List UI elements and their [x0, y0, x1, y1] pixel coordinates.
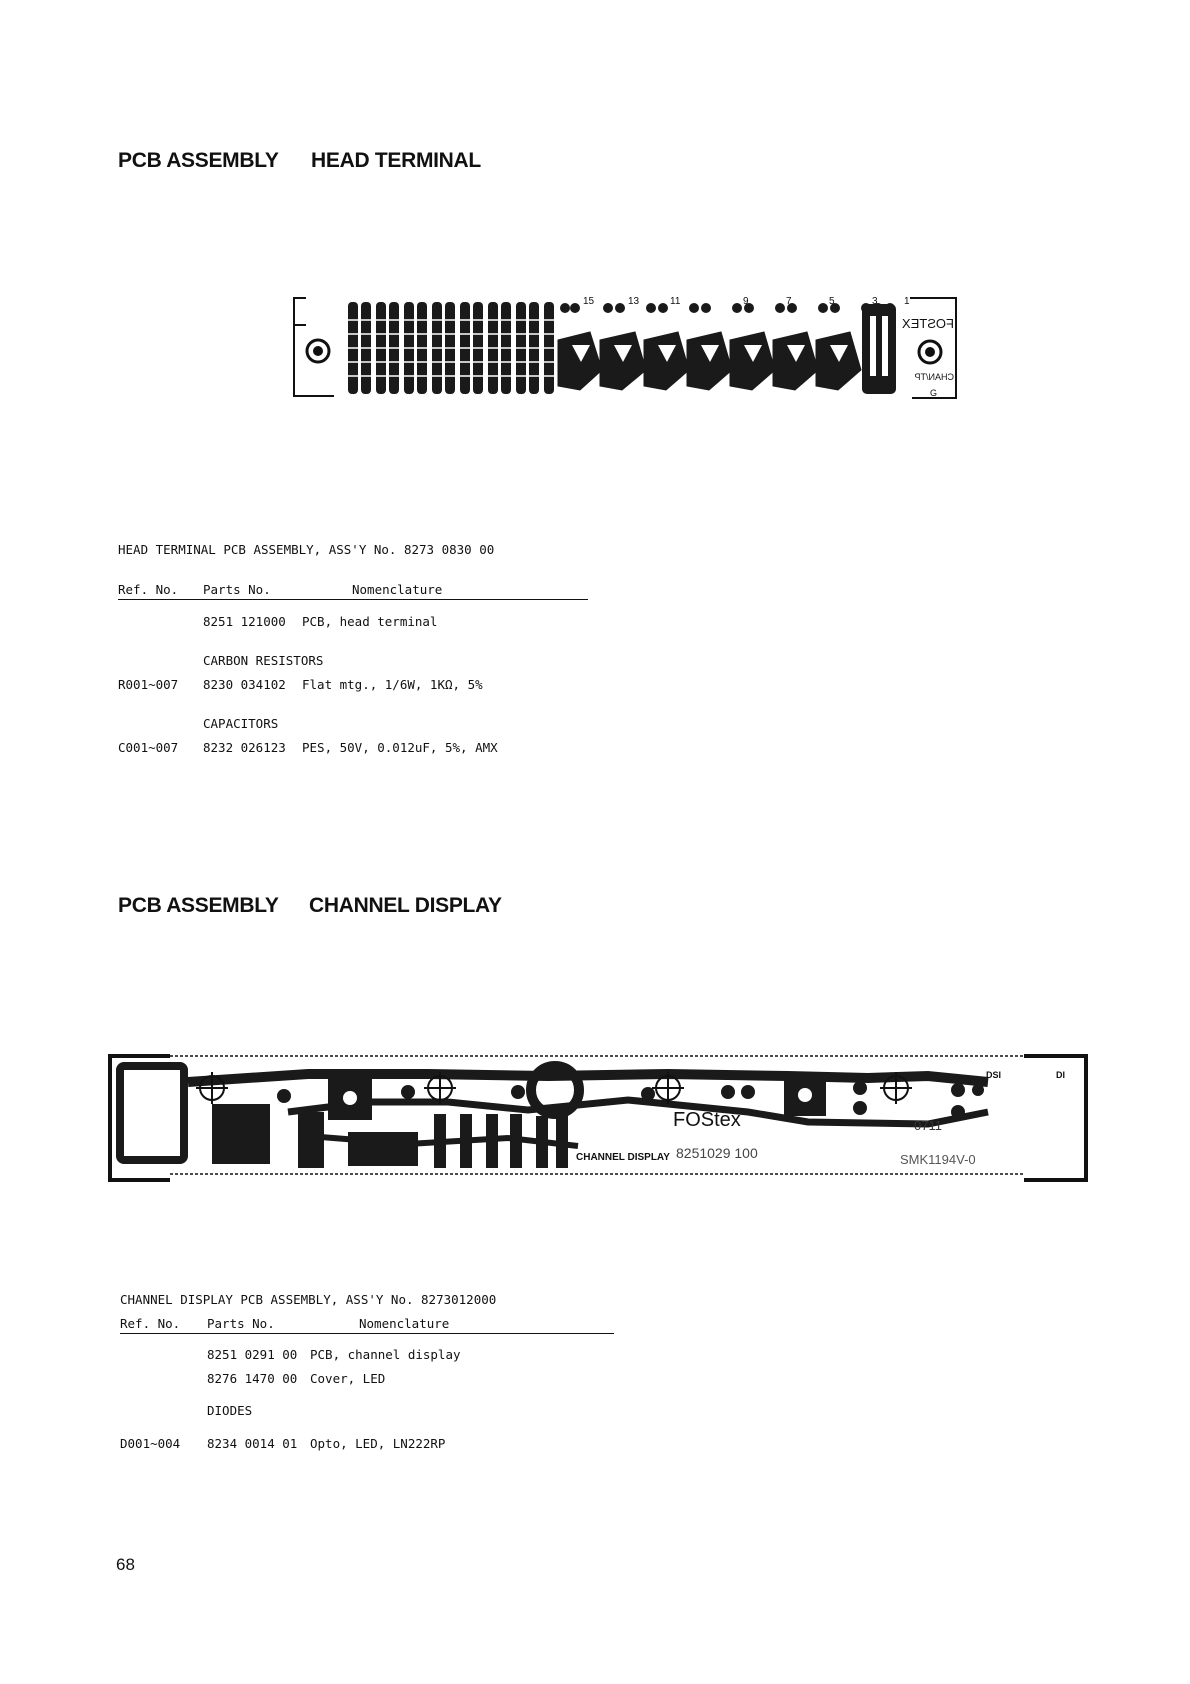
section2-row-parts: 8251 0291 00 [207, 1347, 298, 1362]
pin-label: 11 [670, 296, 681, 307]
section2-row-ref: D001~004 [120, 1436, 181, 1451]
board-code2: SMK1194V-0 [900, 1152, 976, 1167]
board-name: CHANNEL DISPLAY [576, 1152, 670, 1163]
section1-row-desc: Flat mtg., 1/6W, 1KΩ, 5% [302, 677, 483, 692]
section2-row-parts: 8276 1470 00 [207, 1371, 298, 1386]
head-terminal-pcb-drawing [290, 290, 960, 405]
section2-header-rule [120, 1333, 614, 1334]
section1-col-ref: Ref. No. [118, 582, 179, 597]
section2-col-ref: Ref. No. [120, 1316, 181, 1331]
section1-heading-right: HEAD TERMINAL [311, 149, 481, 172]
section1-row-ref: C001~007 [118, 740, 179, 755]
section2-heading-right: CHANNEL DISPLAY [309, 894, 502, 917]
board-label-corner: G [930, 388, 938, 398]
section2-col-parts: Parts No. [207, 1316, 275, 1331]
section1-group-label: CARBON RESISTORS [203, 653, 324, 668]
section1-row-parts: 8251 121000 [203, 614, 286, 629]
section1-col-nomenclature: Nomenclature [352, 582, 443, 597]
section2-heading-left: PCB ASSEMBLY [118, 894, 279, 917]
board-number: 8251029 100 [676, 1145, 758, 1161]
section2-group-label: DIODES [207, 1403, 253, 1418]
section1-row-parts: 8232 026123 [203, 740, 286, 755]
board-code1: 0711 [914, 1118, 942, 1133]
section2-row-desc: Cover, LED [310, 1371, 386, 1386]
section1-assy-title: HEAD TERMINAL PCB ASSEMBLY, ASS'Y No. 8273 0830 00 [118, 542, 495, 557]
pin-label: 15 [583, 296, 595, 307]
pin-label: 7 [786, 296, 792, 307]
section1-heading-left: PCB ASSEMBLY [118, 149, 279, 172]
board-label-chan: CHAN/TP [914, 372, 954, 382]
pin-label: 13 [628, 296, 640, 307]
pin-label: 3 [872, 296, 878, 307]
section1-row-desc: PES, 50V, 0.012uF, 5%, AMX [302, 740, 498, 755]
section2-row-parts: 8234 0014 01 [207, 1436, 298, 1451]
channel-display-pcb-drawing [108, 1052, 1088, 1184]
section2-row-desc: Opto, LED, LN222RP [310, 1436, 446, 1451]
section2-row-desc: PCB, channel display [310, 1347, 461, 1362]
section2-assy-title: CHANNEL DISPLAY PCB ASSEMBLY, ASS'Y No. 8273012000 [120, 1292, 497, 1307]
board-ds-label: DSI [986, 1070, 1002, 1080]
section1-col-parts: Parts No. [203, 582, 271, 597]
section1-row-ref: R001~007 [118, 677, 179, 692]
pin-label: 9 [743, 296, 749, 307]
section1-header-rule [118, 599, 588, 600]
section1-row-parts: 8230 034102 [203, 677, 286, 692]
section2-col-nomenclature: Nomenclature [359, 1316, 450, 1331]
pin-label: 1 [904, 296, 910, 307]
pin-label: 5 [829, 296, 835, 307]
board-label-fostex: FOSTEX [901, 316, 954, 331]
board-d-label: DI [1056, 1070, 1065, 1080]
page-number: 68 [116, 1555, 135, 1574]
section1-row-desc: PCB, head terminal [302, 614, 438, 629]
section1-group-label: CAPACITORS [203, 716, 279, 731]
board-brand: FOStex [673, 1109, 741, 1131]
